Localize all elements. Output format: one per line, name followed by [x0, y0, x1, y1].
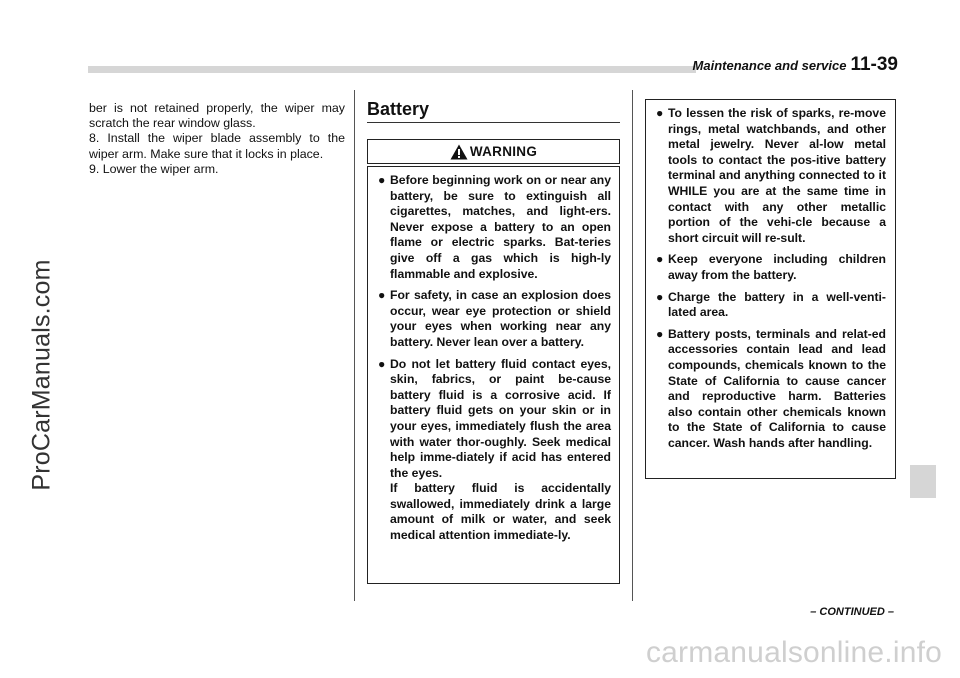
watermark-left-text: ProCarManuals.com — [27, 259, 56, 491]
paragraph: 8. Install the wiper blade assembly to the wiper arm. Make sure that it locks in place. — [89, 131, 345, 161]
warning-box-1 — [367, 166, 620, 584]
left-column-text — [89, 101, 345, 177]
continued-label: – CONTINUED – — [810, 606, 894, 618]
paragraph: 9. Lower the wiper arm. — [89, 161, 219, 176]
watermark-carmanualsonline: carmanualsonline.info — [645, 636, 942, 669]
bullet: ● — [378, 288, 386, 303]
warning-subparagraph: If battery fluid is accidentally swallowed, immediately drink a large amount of milk or water, and seek medical attention immediate-ly. — [390, 481, 611, 543]
warning-header — [367, 139, 620, 164]
watermark-procarmanuals — [22, 0, 62, 678]
warning-item: ● Battery posts, terminals and relat-ed accessories contain lead and lead compounds, chemicals known to the State of California to cause cancer and reproductive harm. Batteries also contain other chemicals known to the State of California to cause cancer. Wash hands after handling. — [656, 326, 886, 450]
warning-item: ● Charge the battery in a well-venti-lated area. — [656, 289, 886, 320]
heading-rule — [367, 122, 620, 123]
bullet: ● — [656, 106, 664, 120]
warning-item: ● Do not let battery fluid contact eyes, skin, fabrics, or paint be-cause battery fluid is a corrosive acid. If battery fluid gets on your skin or in your eyes, immediately flush the area with water thor-oughly. Seek medical help imme-diately if acid has entered the eyes. If battery fluid is accidentally swallowed, immediately drink a large amount of milk or water, and seek medical attention immediate-ly. — [378, 356, 611, 543]
bullet: ● — [378, 173, 386, 187]
page-header — [693, 54, 898, 76]
warning-item: ● To lessen the risk of sparks, re-move rings, metal watchbands, and other metal jewelry. Never al-low metal tools to contact the pos-itive battery terminal and anything connected to it WHILE you are at the same time in contact with any other metallic portion of the vehi-cle because a short circuit will re-sult. — [656, 106, 886, 245]
section-title: Maintenance and service — [692, 58, 847, 73]
warning-item: ● Before beginning work on or near any battery, be sure to extinguish all cigarettes, matches, and light-ers. Never expose a battery to an open flame or electric sparks. Bat-teries give off a gas which is high-ly flammable and explosive. — [378, 173, 611, 281]
section-heading-battery: Battery — [367, 99, 430, 119]
bullet: ● — [378, 356, 386, 371]
header-rule — [88, 66, 696, 73]
warning-item: ● For safety, in case an explosion does occur, wear eye protection or shield your eyes when working near any battery. Never lean over a battery. — [378, 288, 611, 349]
bullet: ● — [656, 326, 664, 341]
bullet: ● — [656, 252, 664, 267]
warning-label: WARNING — [469, 144, 538, 159]
warning-triangle-icon — [450, 144, 468, 160]
warning-item: ● Keep everyone including children away from the battery. — [656, 252, 886, 282]
warning-box-2 — [645, 99, 896, 479]
chapter-tab — [910, 465, 936, 498]
column-divider-2 — [632, 90, 633, 601]
page-number: 11-39 — [850, 54, 898, 75]
bullet: ● — [656, 289, 664, 304]
paragraph: ber is not retained properly, the wiper may scratch the rear window glass. — [89, 101, 345, 131]
column-divider-1 — [354, 90, 355, 601]
